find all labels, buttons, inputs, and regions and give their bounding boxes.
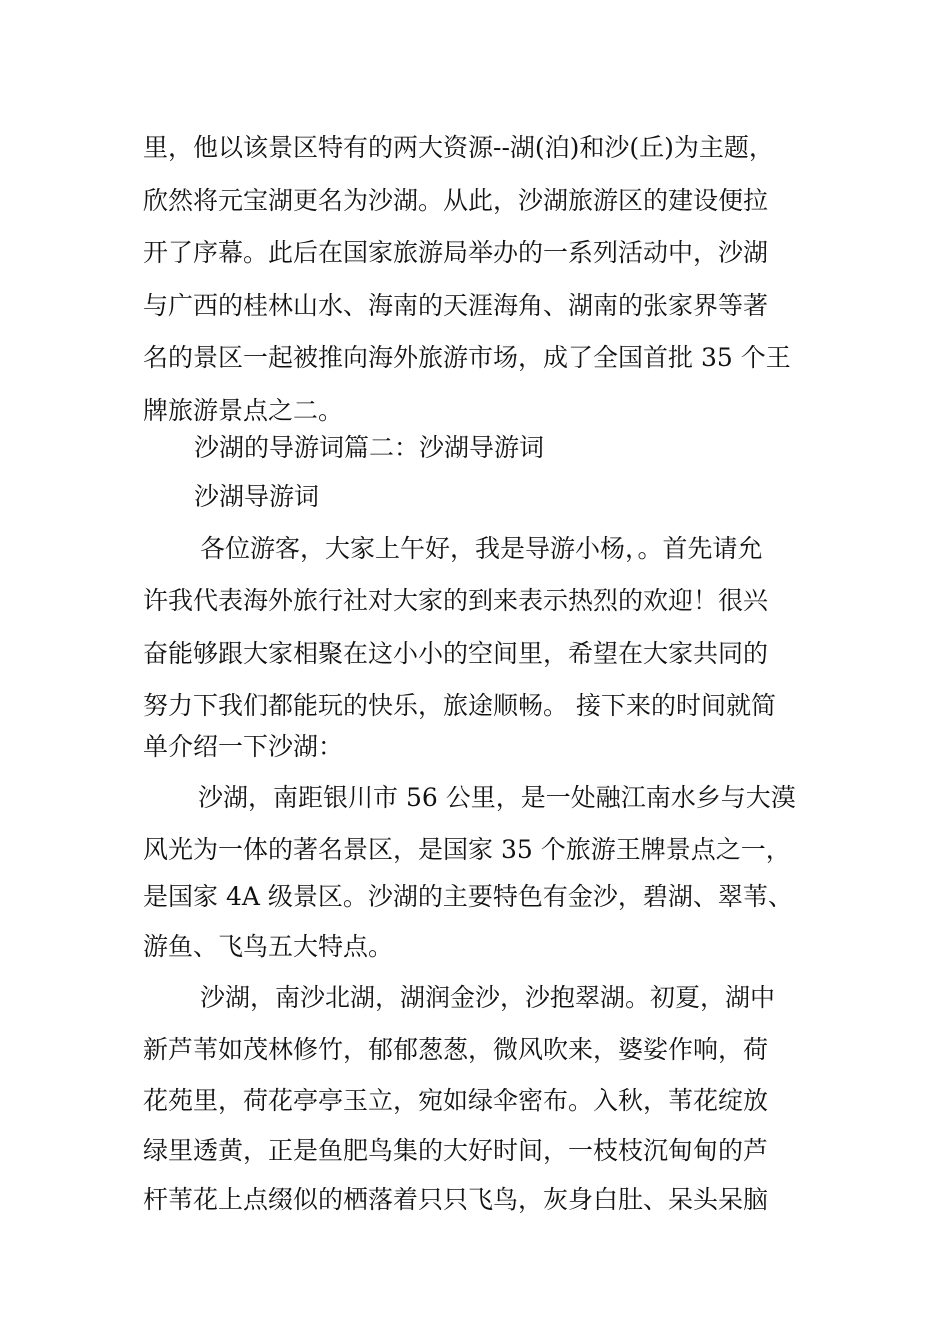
text-line: 牌旅游景点之二。 [143,396,344,425]
text-line: 开了序幕。此后在国家旅游局举办的一系列活动中，沙湖 [143,238,769,267]
text-line: 游鱼、飞鸟五大特点。 [143,932,394,961]
text-line: 花苑里，荷花亭亭玉立，宛如绿伞密布。入秋，苇花绽放 [143,1086,769,1115]
section-heading: 沙湖的导游词篇二：沙湖导游词 [194,433,545,462]
text-line: 新芦苇如茂林修竹，郁郁葱葱，微风吹来，婆娑作响，荷 [143,1035,769,1064]
section-subheading: 沙湖导游词 [194,482,320,511]
text-line: 绿里透黄，正是鱼肥鸟集的大好时间，一枝枝沉甸甸的芦 [143,1136,769,1165]
text-line: 是国家 4A 级景区。沙湖的主要特色有金沙，碧湖、翠苇、 [143,882,793,911]
text-line: 单介绍一下沙湖： [143,732,344,761]
text-line: 许我代表海外旅行社对大家的到来表示热烈的欢迎！很兴 [143,586,769,615]
text-line: 风光为一体的著名景区，是国家 35 个旅游王牌景点之一， [143,835,791,864]
text-line: 各位游客，大家上午好，我是导游小杨，。首先请允 [200,534,763,563]
text-line: 欣然将元宝湖更名为沙湖。从此，沙湖旅游区的建设便拉 [143,186,769,215]
text-line: 里，他以该景区特有的两大资源--湖(泊)和沙(丘)为主题， [143,133,774,162]
text-line: 奋能够跟大家相聚在这小小的空间里，希望在大家共同的 [143,639,769,668]
text-line: 与广西的桂林山水、海南的天涯海角、湖南的张家界等著 [143,291,769,320]
text-line: 沙湖，南距银川市 56 公里，是一处融江南水乡与大漠 [198,783,796,812]
text-line: 努力下我们都能玩的快乐，旅途顺畅。 接下来的时间就简 [143,691,776,720]
text-line: 名的景区一起被推向海外旅游市场，成了全国首批 35 个王 [143,343,791,372]
text-line: 杆苇花上点缀似的栖落着只只飞鸟，灰身白肚、呆头呆脑 [143,1185,769,1214]
text-line: 沙湖，南沙北湖，湖润金沙，沙抱翠湖。初夏，湖中 [200,983,776,1012]
